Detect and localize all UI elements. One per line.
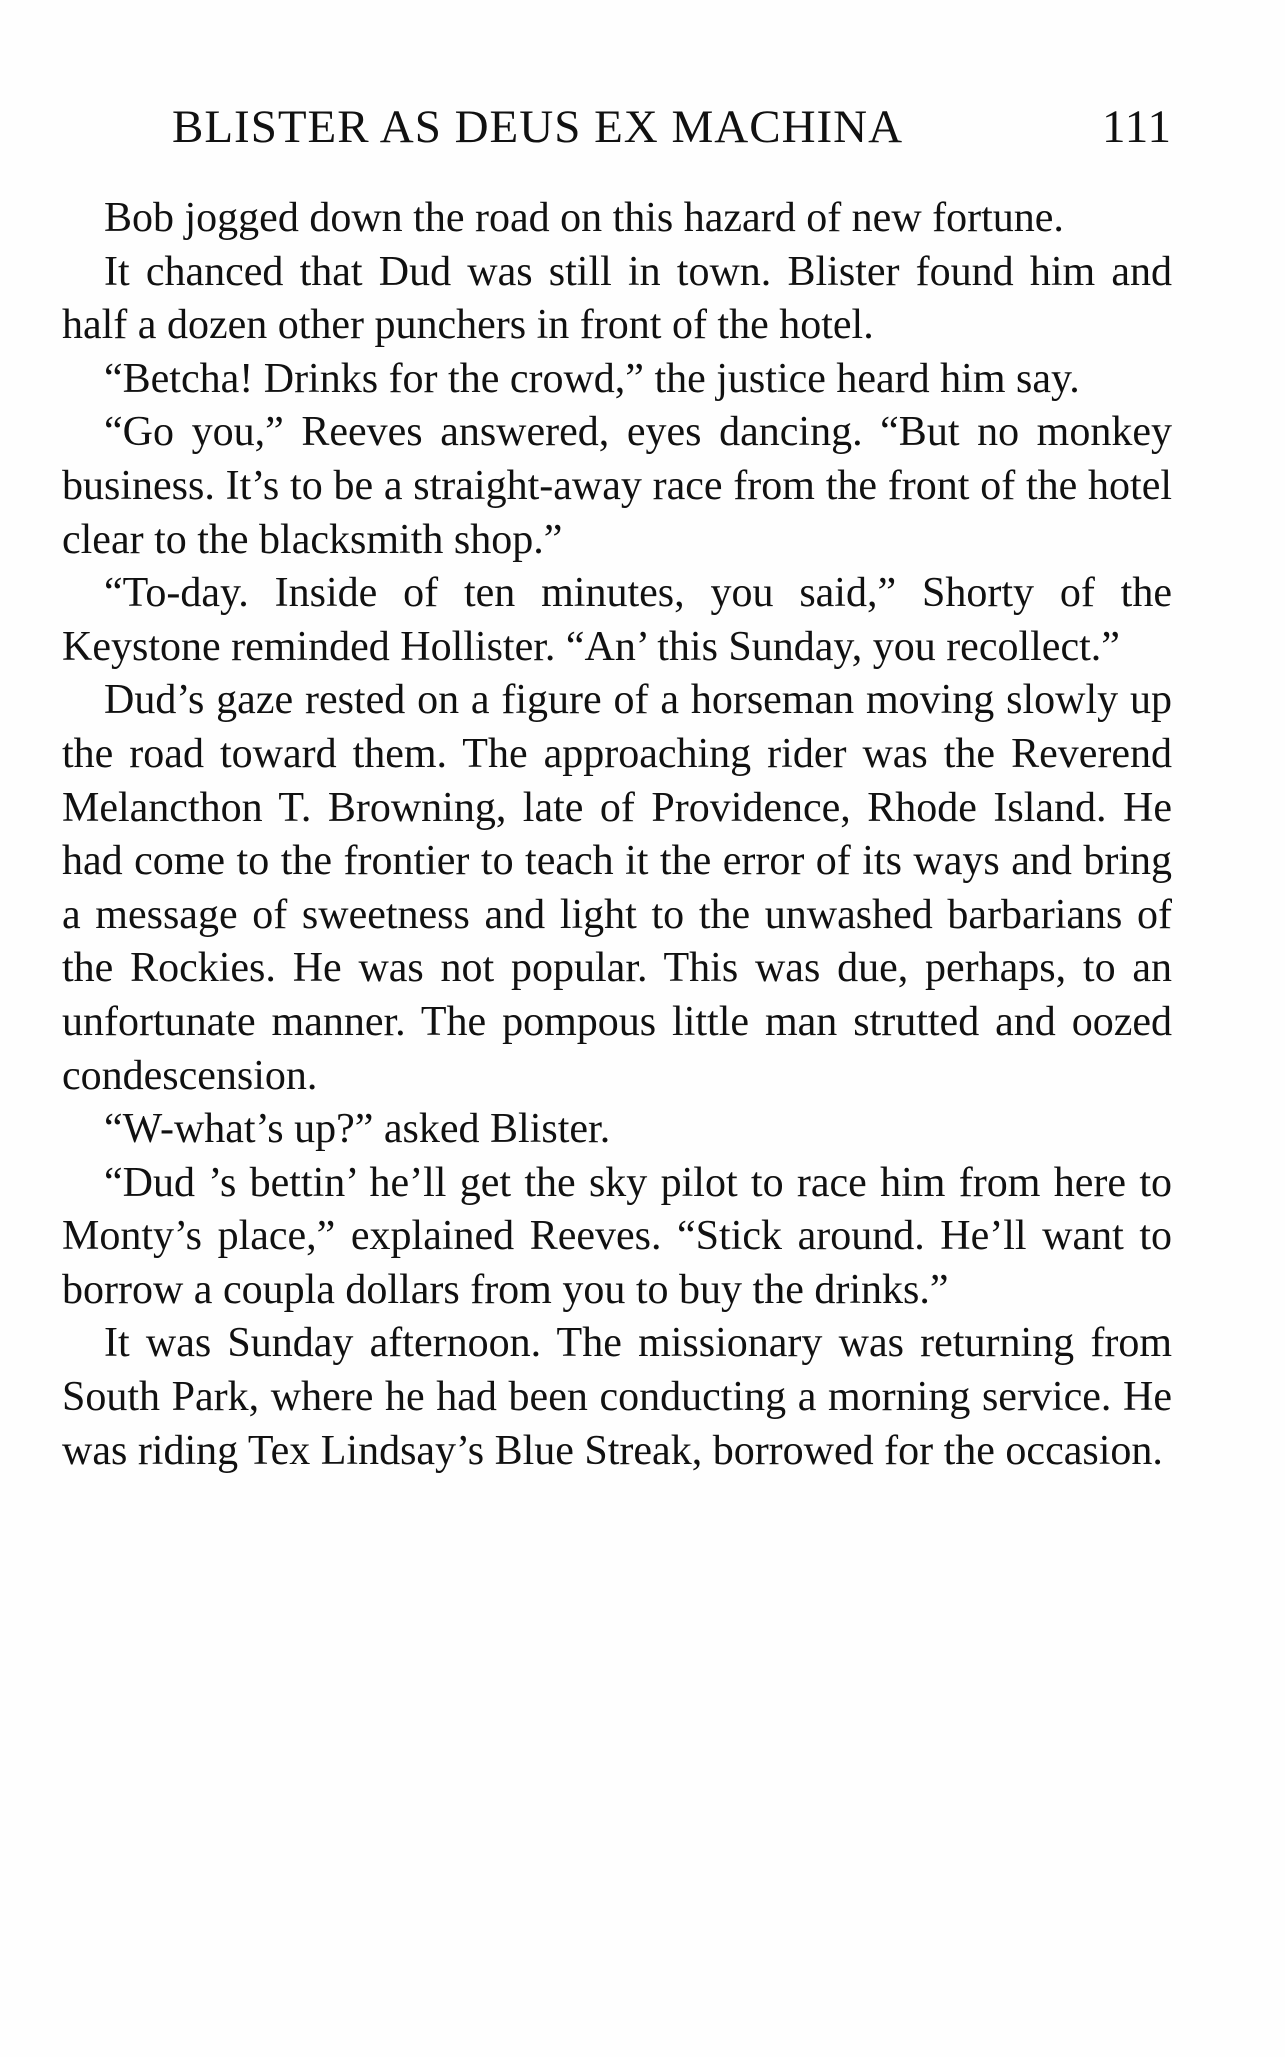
chapter-title: BLISTER AS DEUS EX MACHINA — [172, 101, 904, 153]
body-text — [62, 192, 1172, 1478]
page-number: 111 — [1101, 101, 1172, 153]
paragraph: “Go you,” Reeves answered, eyes dancing. “But no monkey business. It’s to be a straight-away race from the front of the hotel clear to the blacksmith shop.” — [62, 409, 1172, 563]
paragraph: “Betcha! Drinks for the crowd,” the justice heard him say. — [104, 355, 1080, 402]
paragraph: “W-what’s up?” asked Blister. — [104, 1106, 611, 1153]
paragraph: “Dud ’s bettin’ he’ll get the sky pilot to race him from here to Monty’s place,” explained Reeves. “Stick around. He’ll want to borrow a coupla dollars from you to buy the drinks.” — [62, 1159, 1172, 1313]
paragraph: It was Sunday afternoon. The missionary was returning from South Park, where he had been conducting a morning service. He was riding Tex Lindsay’s Blue Streak, borrowed for the occasion. — [62, 1320, 1172, 1474]
running-head — [172, 100, 1172, 160]
paragraph: “To-day. Inside of ten minutes, you said,” Shorty of the Keystone reminded Hollister. “An’ this Sunday, you recollect.” — [62, 570, 1172, 670]
paragraph: It chanced that Dud was still in town. Blister found him and half a dozen other punchers in front of the hotel. — [62, 248, 1172, 349]
paragraph: Bob jogged down the road on this hazard of new fortune. — [104, 195, 1064, 241]
paragraph: Dud’s gaze rested on a figure of a horseman moving slowly up the road toward them. The approaching rider was the Reverend Melancthon T. Browning, late of Providence, Rhode Island. He had come to the frontier to teach it the error of its ways and bring a message of sweetness and light to the unwashed barbarians of the Rockies. He was not popular. This was due, perhaps, to an unfortunate manner. The pompous little man strutted and oozed condescension. — [62, 677, 1172, 1099]
